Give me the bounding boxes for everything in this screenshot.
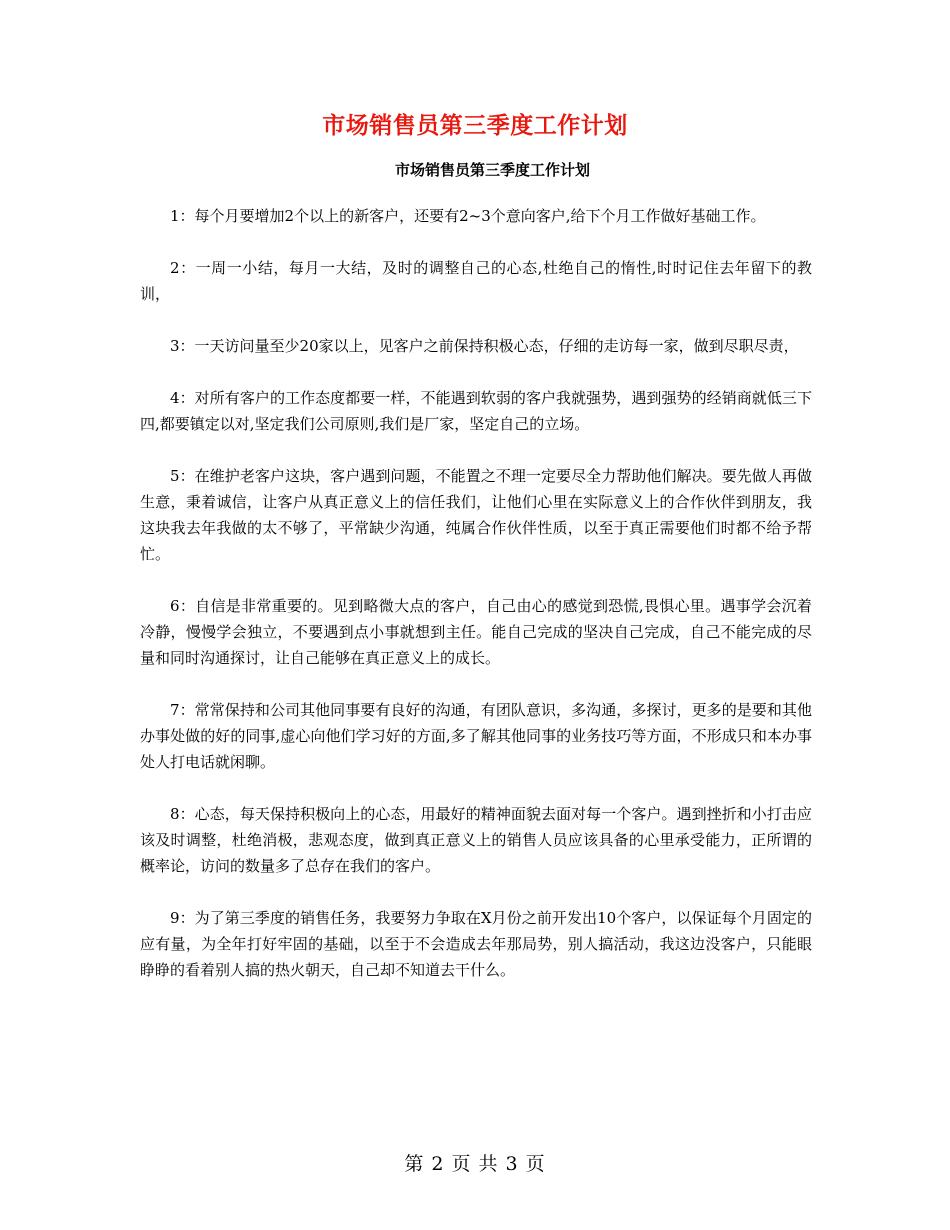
document-body — [140, 203, 812, 1009]
page-number-footer: 第 2 页 共 3 页 — [404, 1153, 546, 1175]
paragraph-4: 4：对所有客户的工作态度都要一样，不能遇到软弱的客户我就强势，遇到强势的经销商就低三下四,都要镇定以对,坚定我们公司原则,我们是厂家，坚定自己的立场。 — [140, 389, 812, 433]
paragraph-9: 9：为了第三季度的销售任务，我要努力争取在X月份之前开发出10个客户，以保证每个月固定的应有量，为全年打好牢固的基础，以至于不会造成去年那局势，别人搞活动，我这边没客户，只能眼睁睁的看着别人搞的热火朝天，自己却不知道去干什么。 — [140, 909, 812, 979]
document-subtitle: 市场销售员第三季度工作计划 — [394, 161, 590, 179]
paragraph-1: 1：每个月要增加2个以上的新客户，还要有2~3个意向客户,给下个月工作做好基础工作。 — [170, 207, 766, 225]
paragraph-7: 7：常常保持和公司其他同事要有良好的沟通，有团队意识，多沟通，多探讨，更多的是要和其他办事处做的好的同事,虚心向他们学习好的方面,多了解其他同事的业务技巧等方面，不形成只和本办事处人打电话就闲聊。 — [140, 701, 812, 771]
paragraph-5: 5：在维护老客户这块，客户遇到问题，不能置之不理一定要尽全力帮助他们解决。要先做人再做生意，秉着诚信，让客户从真正意义上的信任我们，让他们心里在实际意义上的合作伙伴到朋友，我这块我去年我做的太不够了，平常缺少沟通，纯属合作伙伴性质，以至于真正需要他们时都不给予帮忙。 — [140, 467, 812, 563]
paragraph-2: 2：一周一小结，每月一大结，及时的调整自己的心态,杜绝自己的惰性,时时记住去年留下的教训， — [140, 259, 812, 303]
paragraph-3: 3：一天访问量至少20家以上，见客户之前保持积极心态，仔细的走访每一家，做到尽职尽责， — [170, 337, 799, 355]
paragraph-8: 8：心态，每天保持积极向上的心态，用最好的精神面貌去面对每一个客户。遇到挫折和小打击应该及时调整，杜绝消极，悲观态度，做到真正意义上的销售人员应该具备的心里承受能力，正所谓的概率论，访问的数量多了总存在我们的客户。 — [140, 805, 812, 875]
paragraph-6: 6：自信是非常重要的。见到略微大点的客户，自己由心的感觉到恐慌,畏惧心里。遇事学会沉着冷静，慢慢学会独立，不要遇到点小事就想到主任。能自己完成的坚决自己完成，自己不能完成的尽量和同时沟通探讨，让自己能够在真正意义上的成长。 — [140, 597, 812, 667]
page-title: 市场销售员第三季度工作计划 — [322, 112, 628, 139]
